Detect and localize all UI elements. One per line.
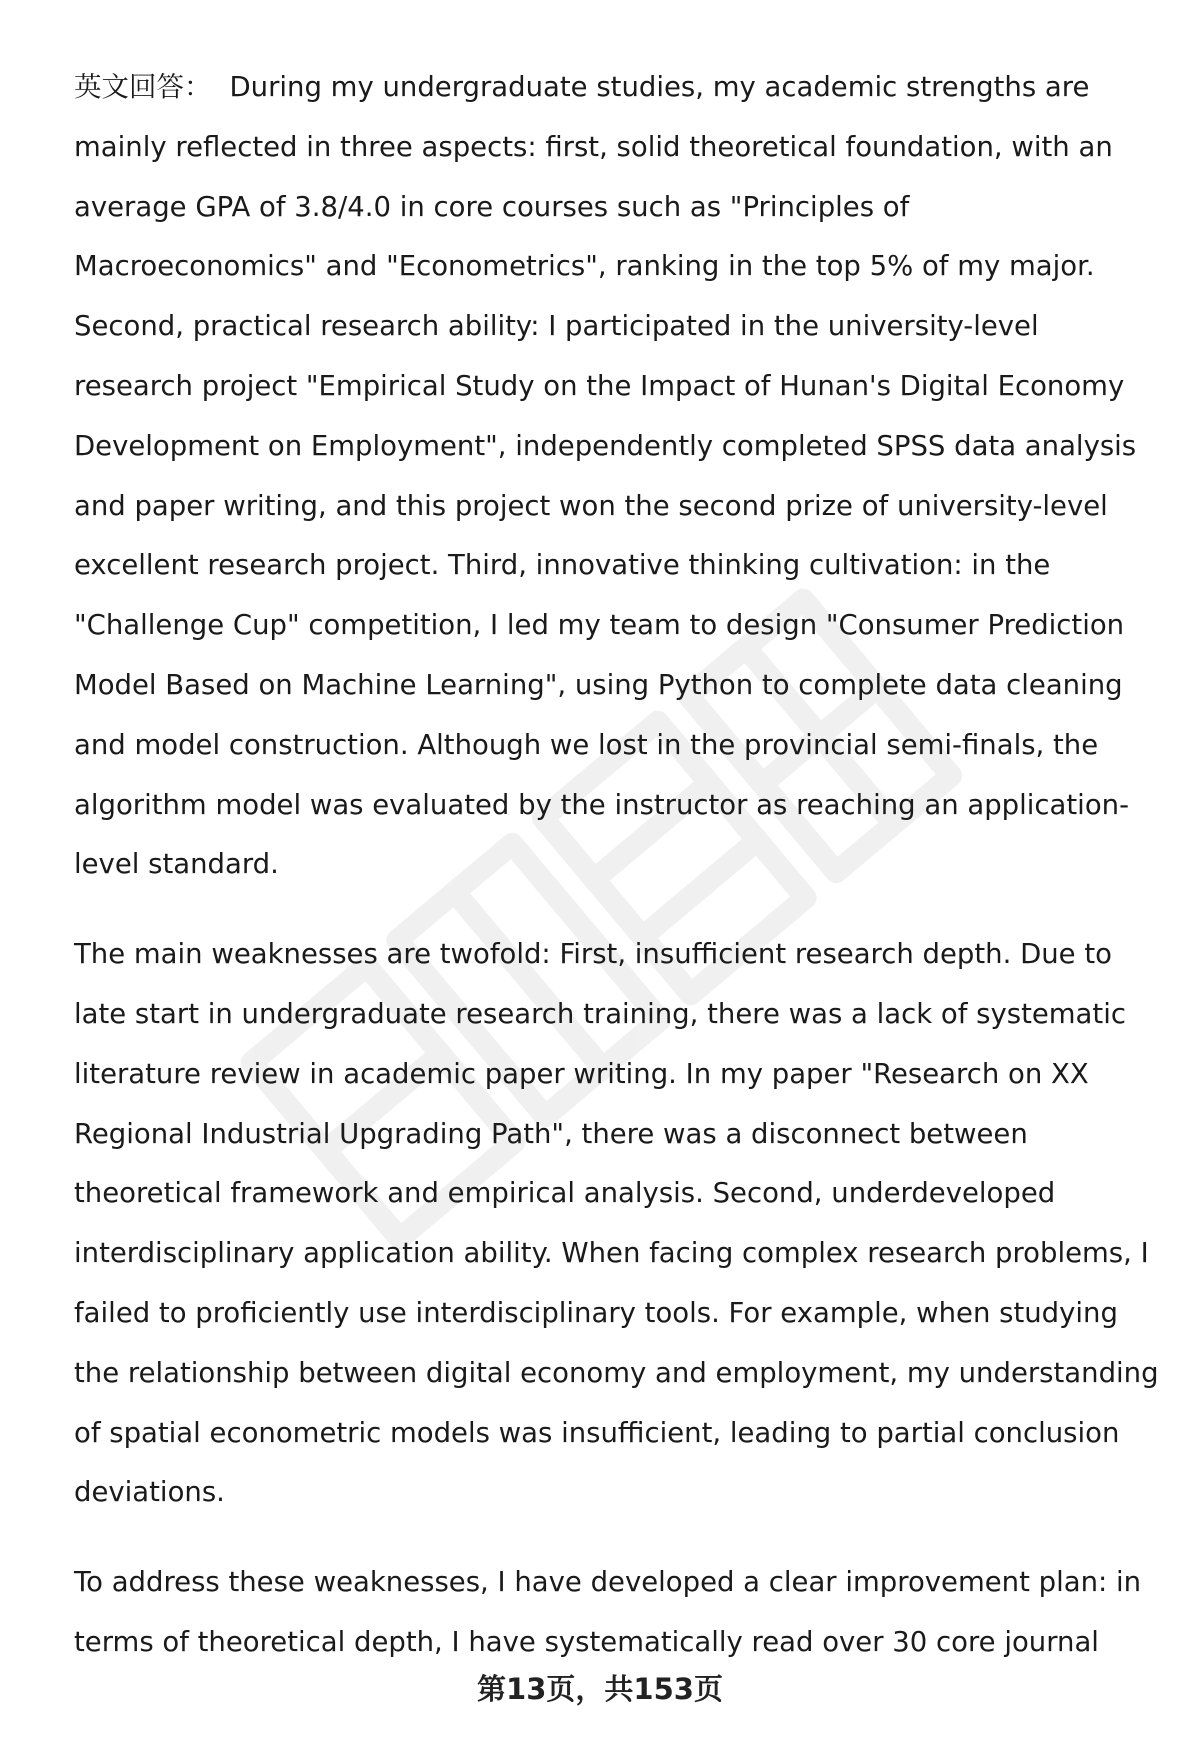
paragraph-weaknesses: The main weaknesses are twofold: First, insufficient research depth. Due to late start in undergraduate research training, there was a lack of systematic literature review in academic paper writing. In my paper "Research on XX Regional Industrial Upgrading Path", there was a disconnect between theoretical framework and empirical analysis. Second, underdeveloped interdisciplinary application ability. When facing complex research problems, I failed to proficiently use interdisciplinary tools. For example, when studying the relationship between digital economy and employment, my understanding of spatial econometric models was insufficient, leading to partial conclusion deviations.	[74, 938, 1159, 1509]
document-body	[74, 58, 1159, 1703]
paragraph-improvement-plan: To address these weaknesses, I have developed a clear improvement plan: in terms of theoretical depth, I have systematically read over 30 core journal	[74, 1566, 1142, 1658]
paragraph-text: During my undergraduate studies, my academic strengths are mainly reflected in three aspects: first, solid theoretical foundation, with an average GPA of 3.8/4.0 in core courses such as "Principles of Macroeconomics" and "Econometrics", ranking in the top 5% of my major. Second, practical research ability: I participated in the university-level research project "Empirical Study on the Impact of Hunan's Digital Economy Development on Employment", independently completed SPSS data analysis and paper writing, and this project won the second prize of university-level excellent research project. Third, innovative thinking cultivation: in the "Challenge Cup" competition, I led my team to design "Consumer Prediction Model Based on Machine Learning", using Python to complete data cleaning and model construction. Although we lost in the provincial semi-finals, the algorithm model was evaluated by the instructor as reaching an application-level standard.	[74, 71, 1137, 881]
page-number-footer: 第13页，共153页	[477, 1672, 723, 1706]
answer-label: 英文回答：	[74, 71, 212, 103]
paragraph-strengths	[74, 58, 1159, 895]
